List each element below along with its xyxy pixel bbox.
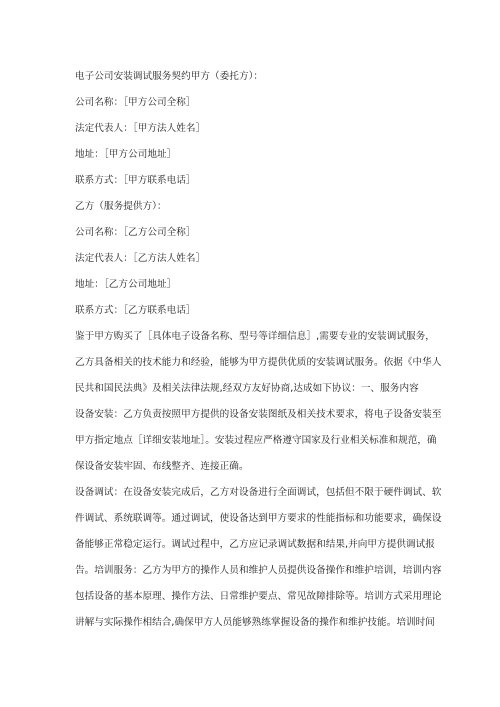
body-text-line: 包括设备的基本原理、操作方法、日常维护要点、常见故障排除等。培训方式采用理论 (75, 591, 442, 602)
body-text-line: 甲方指定地点［详细安装地址］。安装过程应严格遵守国家及行业相关标准和规范，确 (75, 435, 437, 446)
party-b-heading: 乙方（服务提供方）： (75, 201, 167, 212)
party-b-address: 地址：［乙方公司地址］ (75, 279, 177, 290)
body-text-line: 鉴于甲方购买了［具体电子设备名称、型号等详细信息］,需要专业的安装调试服务， (75, 331, 435, 342)
body-text-line: 乙方具备相关的技术能力和经验，能够为甲方提供优质的安装调试服务。依据《中华人 (75, 357, 442, 368)
party-b-contact: 联系方式：［乙方联系电话］ (75, 305, 196, 316)
party-a-legal-rep: 法定代表人：［甲方法人姓名］ (75, 123, 206, 134)
party-a-contact: 联系方式：［甲方联系电话］ (75, 175, 196, 186)
body-text-line: 民共和国民法典》及相关法律法规,经双方友好协商,达成如下协议：一、服务内容 (75, 383, 419, 394)
party-a-company-name: 公司名称：［甲方公司全称］ (75, 97, 196, 108)
party-b-company-name: 公司名称：［乙方公司全称］ (75, 227, 196, 238)
body-text-line: 告。培训服务：乙方为甲方的操作人员和维护人员提供设备操作和维护培训，培训内容 (75, 565, 442, 576)
body-text-line: 设备安装：乙方负责按照甲方提供的设备安装图纸及相关技术要求，将电子设备安装至 (75, 409, 442, 420)
body-text-line: 备能够正常稳定运行。调试过程中，乙方应记录调试数据和结果,并向甲方提供调试报 (75, 539, 435, 550)
body-text-line: 件调试、系统联调等。通过调试，使设备达到甲方要求的性能指标和功能要求，确保设 (75, 513, 442, 524)
body-text-line: 保设备安装牢固、布线整齐、连接正确。 (75, 461, 249, 472)
body-text-line: 设备调试：在设备安装完成后，乙方对设备进行全面调试，包括但不限于硬件调试、软 (75, 487, 442, 498)
party-a-address: 地址：［甲方公司地址］ (75, 149, 177, 160)
party-b-legal-rep: 法定代表人：［乙方法人姓名］ (75, 253, 206, 264)
document-title: 电子公司安装调试服务契约甲方（委托方）： (75, 71, 264, 82)
body-text-line: 讲解与实际操作相结合,确保甲方人员能够熟练掌握设备的操作和维护技能。培训时间 (75, 617, 435, 628)
